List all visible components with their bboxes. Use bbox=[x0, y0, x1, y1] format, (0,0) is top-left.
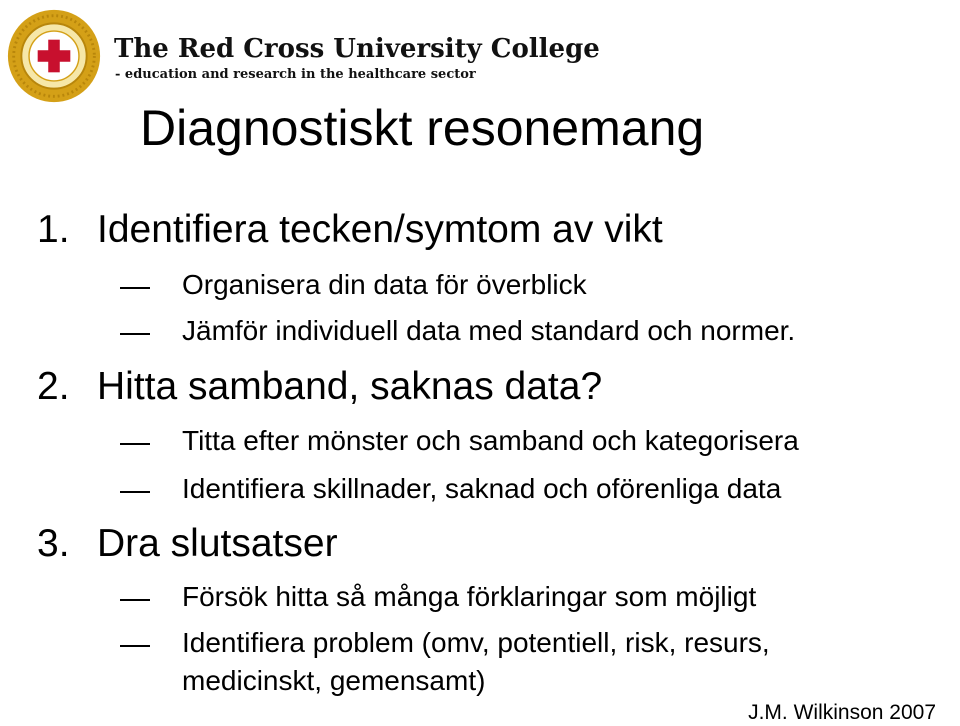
sub-item-2-1-text: Titta efter mönster och samband och kategorisera bbox=[182, 425, 799, 456]
dash-bullet-icon bbox=[120, 599, 150, 601]
college-tagline: - education and research in the healthcare sector bbox=[115, 67, 476, 82]
list-item-1-text: Identifiera tecken/symtom av vikt bbox=[97, 208, 663, 251]
slide-title: Diagnostiskt resonemang bbox=[140, 100, 705, 156]
list-item-2 bbox=[37, 364, 602, 410]
source-credit: J.M. Wilkinson 2007 bbox=[748, 701, 936, 724]
header bbox=[0, 0, 960, 100]
list-item-1-number: 1. bbox=[37, 208, 70, 251]
dash-bullet-icon bbox=[120, 491, 150, 493]
list-item-1 bbox=[37, 207, 663, 253]
list-item-3-number: 3. bbox=[37, 522, 70, 565]
sub-item-1-1-text: Organisera din data för överblick bbox=[182, 269, 587, 300]
dash-bullet-icon bbox=[120, 443, 150, 445]
list-item-2-number: 2. bbox=[37, 365, 70, 408]
dash-bullet-icon bbox=[120, 645, 150, 647]
dash-bullet-icon bbox=[120, 287, 150, 289]
sub-item-1-2-text: Jämför individuell data med standard och normer. bbox=[182, 315, 796, 346]
dash-bullet-icon bbox=[120, 333, 150, 335]
sub-item-3-2-continued-text: medicinskt, gemensamt) bbox=[182, 665, 486, 696]
red-cross-seal-icon bbox=[6, 8, 102, 104]
list-item-3 bbox=[37, 521, 338, 567]
sub-item-3-2-text: Identifiera problem (omv, potentiell, risk, resurs, bbox=[182, 627, 770, 658]
sub-item-3-1-text: Försök hitta så många förklaringar som möjligt bbox=[182, 581, 757, 612]
college-name: The Red Cross University College bbox=[114, 34, 600, 64]
list-item-3-text: Dra slutsatser bbox=[97, 522, 338, 565]
list-item-2-text: Hitta samband, saknas data? bbox=[97, 365, 603, 408]
sub-item-2-2-text: Identifiera skillnader, saknad och oförenliga data bbox=[182, 473, 782, 504]
